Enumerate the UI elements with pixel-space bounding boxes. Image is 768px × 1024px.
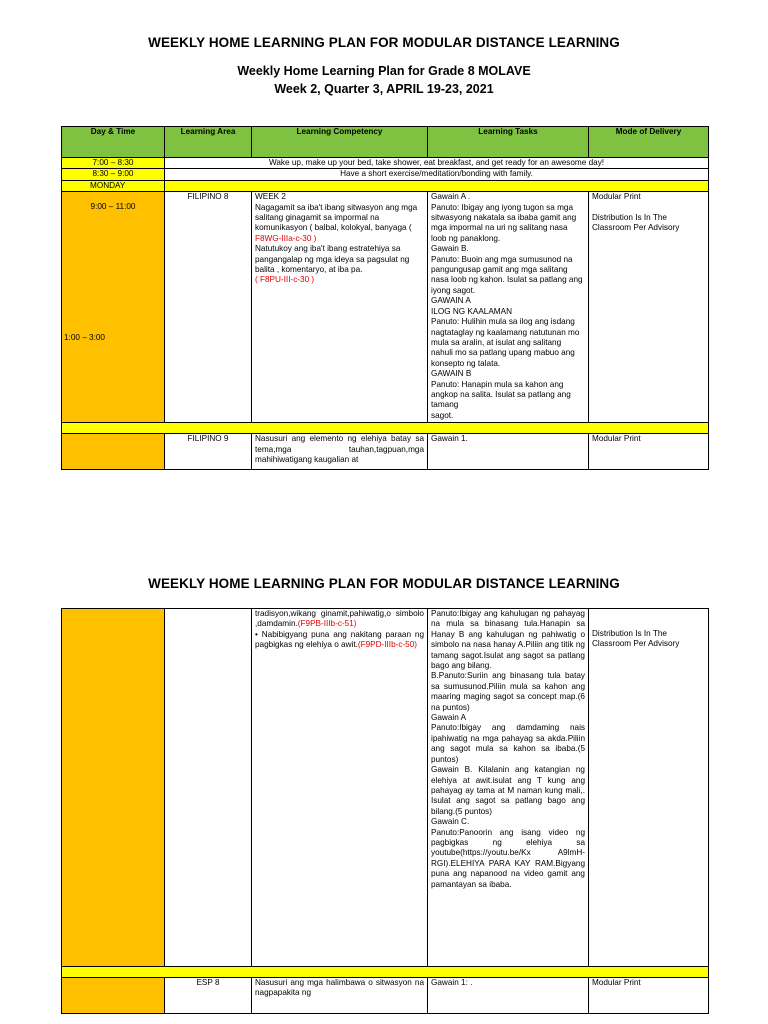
- time-cell: [62, 978, 165, 1014]
- competency-text: Natutukoy ang iba't ibang estratehiya sa pangangalap ng mga ideya sa pagsulat ng balita , komentaryo, at iba pa.: [255, 244, 410, 275]
- mode-cell: Modular Print: [589, 978, 709, 1014]
- document-page-1: [0, 0, 768, 475]
- learning-area-cell: FILIPINO 8: [165, 192, 252, 423]
- plan-subtitle: Weekly Home Learning Plan for Grade 8 MOLAVE: [237, 64, 531, 78]
- mode-text: Modular Print: [592, 192, 641, 202]
- competency-cell: [252, 609, 428, 967]
- header-learning-tasks: Learning Tasks: [428, 127, 589, 158]
- competency-code: (F9PB-IIIb-c-51): [297, 619, 357, 629]
- competency-cell: Nasusuri ang elemento ng elehiya batay sa tema,mga tauhan,tagpuan,mga mahihiwatigang kaugalian at: [252, 434, 428, 470]
- document-title: WEEKLY HOME LEARNING PLAN FOR MODULAR DISTANCE LEARNING: [148, 576, 620, 591]
- task-line: Panuto: Ibigay ang iyong tugon sa mga sitwasyong nakatala sa ibaba gamit ang mga impormal na uri ng salitang nasa loob ng panaklong.: [431, 202, 577, 243]
- task-line: ILOG NG KAALAMAN: [431, 306, 512, 316]
- learning-plan-table: [61, 608, 709, 1014]
- task-line: Gawain A .: [431, 192, 471, 202]
- time-cell: 7:00 – 8:30: [62, 158, 165, 169]
- week-subtitle: Week 2, Quarter 3, APRIL 19-23, 2021: [274, 82, 494, 96]
- task-line: Gawain A: [431, 713, 467, 723]
- tasks-cell: [428, 192, 589, 423]
- table-row-filipino9: [62, 434, 709, 470]
- table-header-row: [62, 127, 709, 158]
- task-line: GAWAIN A: [431, 296, 471, 306]
- learning-plan-table: [61, 126, 709, 470]
- time-cell: [62, 609, 165, 967]
- table-row-filipino8: [62, 192, 709, 423]
- activity-cell: Have a short exercise/meditation/bonding with family.: [165, 169, 709, 180]
- task-line: Panuto: Hulihin mula sa ilog ang isdang nagtataglay ng kaalamang natutunan mo mula sa aralin, at isulat ang salitang nahuli mo sa patlang upang mabuo ang konsepto ng talata.: [431, 317, 580, 368]
- header-mode-of-delivery: Mode of Delivery: [589, 127, 709, 158]
- tasks-cell: Gawain 1.: [428, 434, 589, 470]
- mode-cell: [589, 609, 709, 967]
- competency-cell: [252, 192, 428, 423]
- table-row-exercise: [62, 169, 709, 180]
- task-line: Panuto: Hanapin mula sa kahon ang angkop na salita. Isulat sa patlang ang tamang: [431, 379, 571, 410]
- mode-text: Distribution Is In The Classroom Per Advisory: [592, 212, 680, 233]
- time-cell: 8:30 – 9:00: [62, 169, 165, 180]
- competency-code: ( F8PU-III-c-30 ): [255, 275, 315, 285]
- task-line: Panuto:Panoorin ang isang video ng pagbigkas ng elehiya sa youtube(https://youtu.be/Kx A9lmH-RGI).ELEHIYA PARA KAY RAM.Bigyang puna ang napanood na video gamit ang pamantayan sa ibaba.: [431, 827, 585, 889]
- header-learning-area: Learning Area: [165, 127, 252, 158]
- learning-area-cell: [165, 609, 252, 967]
- tasks-cell: Gawain 1: .: [428, 978, 589, 1014]
- competency-text: Nagagamit sa iba't ibang sitwasyon ang mga salitang ginagamit sa impormal na komunikasyon ( balbal, kolokyal, banyaga (: [255, 202, 418, 233]
- task-line: Panuto:Ibigay ang kahulugan ng pahayag na mula sa binasang tula.Hanapin sa Hanay B ang kahulugan ng pahiwatig o simbolo na nasa hanay A.Piliin ang titik ng tamang sagot.Isulat ang sagot sa patlang bago ang bilang.: [431, 609, 585, 671]
- time-afternoon: 1:00 – 3:00: [64, 333, 105, 343]
- mode-cell: [589, 192, 709, 423]
- table-row-esp8: [62, 978, 709, 1014]
- task-line: Panuto: Buoin ang mga sumusunod na pangungusap gamit ang mga salitang nasa loob ng kahon. Isulat sa patlang ang iyong sagot.: [431, 254, 583, 295]
- time-morning: 9:00 – 11:00: [90, 202, 136, 212]
- learning-area-cell: ESP 8: [165, 978, 252, 1014]
- activity-cell: Wake up, make up your bed, take shower, eat breakfast, and get ready for an awesome day!: [165, 158, 709, 169]
- document-title: WEEKLY HOME LEARNING PLAN FOR MODULAR DISTANCE LEARNING: [148, 35, 620, 50]
- separator-fill: [62, 423, 709, 434]
- table-row-filipino9-cont: [62, 609, 709, 967]
- day-fill: [165, 180, 709, 191]
- tasks-cell: [428, 609, 589, 967]
- table-row-day: [62, 180, 709, 191]
- task-line: Panuto:Ibigay ang damdaming nais ipahiwatig na mga pahayag sa akda.Piliin ang sagot mula sa kahon sa ibaba.(5 puntos): [431, 723, 585, 764]
- competency-text: • Nabibigyang puna ang nakitang paraan ng pagbigkas ng elehiya o awit.(F9PD-IIIb-c-50): [255, 629, 424, 650]
- header-day-time: Day & Time: [62, 127, 165, 158]
- mode-text: Distribution Is In The Classroom Per Advisory: [592, 629, 680, 649]
- document-page-2: [0, 475, 768, 1024]
- competency-code: F8WG-IIIa-c-30 ): [255, 233, 317, 243]
- competency-text: tradisyon,wikang ginamit,pahiwatig,o simbolo ,damdamin.: [255, 609, 424, 629]
- time-cell: [62, 434, 165, 470]
- table-row-separator: [62, 423, 709, 434]
- task-line: Gawain C.: [431, 817, 470, 827]
- time-cell: [62, 192, 165, 423]
- task-line: B.Panuto:Suriin ang binasang tula batay sa sumusunod.Piliin mula sa kahon ang maaring maging sagot sa concept map.(6 na puntos): [431, 671, 585, 712]
- table-row-separator: [62, 967, 709, 978]
- separator-fill: [62, 967, 709, 978]
- competency-cell: Nasusuri ang mga halimbawa o sitwasyon na nagpapakita ng: [252, 978, 428, 1014]
- task-line: sagot.: [431, 410, 454, 420]
- learning-area-cell: FILIPINO 9: [165, 434, 252, 470]
- mode-cell: Modular Print: [589, 434, 709, 470]
- table-row-wake: [62, 158, 709, 169]
- week-label: WEEK 2: [255, 192, 286, 202]
- task-line: Gawain B. Kilalanin ang katangian ng elehiya at awit.isulat ang T kung ang pahayag ay tama at M naman kung mali,. Isulat ang sagot sa patlang bago ang bilang.(5 puntos): [431, 765, 585, 816]
- task-line: Gawain B.: [431, 244, 469, 254]
- task-line: GAWAIN B: [431, 369, 472, 379]
- header-learning-competency: Learning Competency: [252, 127, 428, 158]
- day-label: MONDAY: [62, 180, 165, 191]
